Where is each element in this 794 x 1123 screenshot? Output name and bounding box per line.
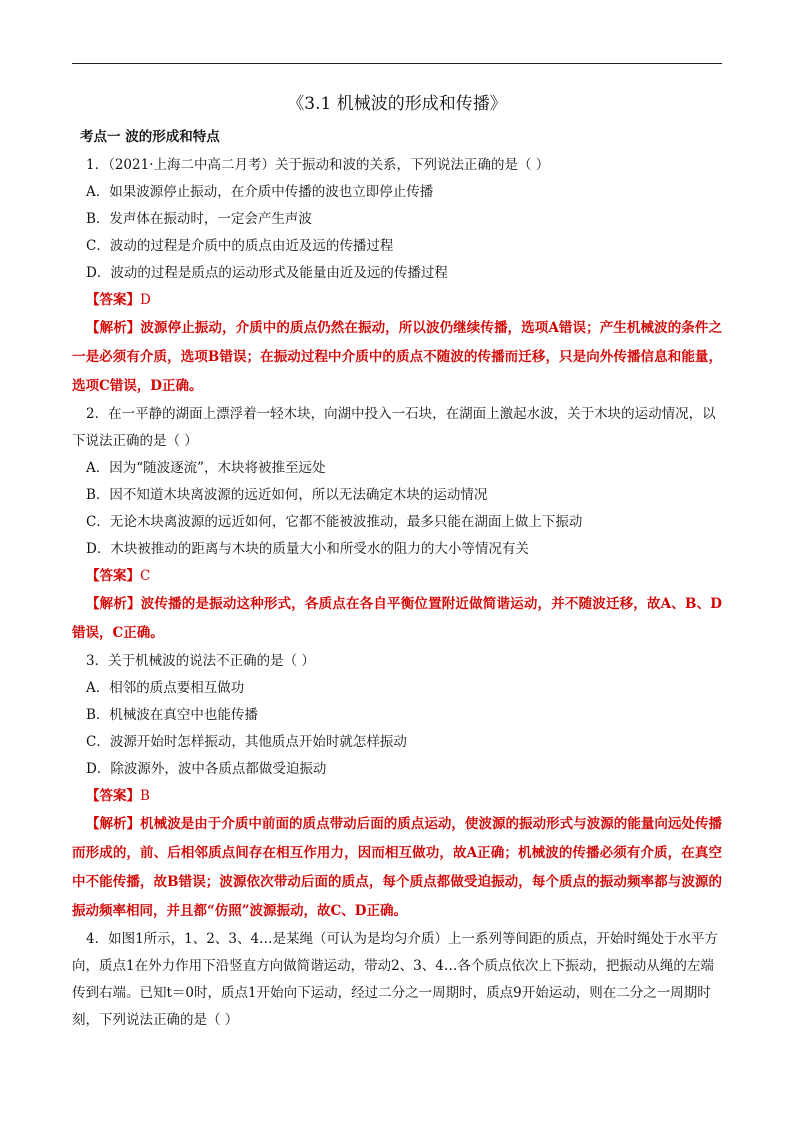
option-b: B．因不知道木块离波源的远近如何，所以无法确定木块的运动情况: [86, 487, 488, 503]
explanation-text: 波源停止振动，介质中的质点仍然在振动，所以波仍继续传播，选项A错误；产生机械波的条件之一是必须有介质，选项B错误；在振动过程中介质中的质点不随波的传播而迁移，只是向外传播信息和能量，选项C错误，D正确。: [72, 320, 723, 394]
option-a: A．如果波源停止振动，在介质中传播的波也立即停止传播: [86, 184, 434, 200]
explanation-text: 机械波是由于介质中前面的质点带动后面的质点运动，使波源的振动形式与波源的能量向远处传播而形成的，前、后相邻质点间存在相互作用力，因而相互做功，故A正确；机械波的传播必须有介质，在真空中不能传播，故B错误；波源依次带动后面的质点，每个质点都做受迫振动，每个质点的振动频率都与波源的振动频率相同，并且都“仿照”波源振动，故C、D正确。: [72, 816, 723, 919]
question-stem: 1．（2021·上海二中高二月考）关于振动和波的关系，下列说法正确的是（ ）: [86, 157, 550, 173]
answer-tag: 【答案】: [86, 788, 140, 804]
option-b: B．机械波在真空中也能传播: [86, 707, 258, 723]
answer-line: [72, 287, 722, 314]
page-title: 《3.1 机械波的形成和传播》: [287, 94, 507, 114]
document-body: [72, 92, 722, 1034]
explanation: [72, 314, 722, 401]
explanation-tag: 【解析】: [86, 320, 141, 336]
option-c: C．波源开始时怎样振动，其他质点开始时就怎样振动: [86, 734, 407, 750]
question-1: [72, 152, 722, 401]
option-c: C．无论木块离波源的远近如何，它都不能被波推动，最多只能在湖面上做上下振动: [86, 514, 583, 530]
header-rule: [72, 63, 722, 64]
answer-value: C: [140, 568, 151, 584]
explanation-tag: 【解析】: [86, 596, 141, 612]
question-stem: 4．如图1所示，1、2、3、4…是某绳（可认为是均匀介质）上一系列等间距的质点，开始时绳处于水平方向，质点1在外力作用下沿竖直方向做简谐运动，带动2、3、4…各个质点依次上下振动，把振动从绳的左端传到右端。已知t＝0时，质点1开始向下运动，经过二分之一周期时，质点9开始运动，则在二分之一周期时刻，下列说法正确的是（ ）: [72, 931, 719, 1028]
answer-tag: 【答案】: [86, 568, 140, 584]
answer-value: B: [140, 788, 150, 804]
option-c: C．波动的过程是介质中的质点由近及远的传播过程: [86, 238, 394, 254]
option-d: D．波动的过程是质点的运动形式及能量由近及远的传播过程: [86, 265, 448, 281]
question-2: [72, 401, 722, 648]
option-a: A．相邻的质点要相互做功: [86, 680, 245, 696]
option-a: A．因为“随波逐流”，木块将被推至远处: [86, 460, 326, 476]
option-d: D．除波源外，波中各质点都做受迫振动: [86, 761, 327, 777]
answer-line: [72, 783, 722, 810]
answer-value: D: [140, 292, 151, 308]
question-3: [72, 648, 722, 926]
option-d: D．木块被推动的距离与木块的质量大小和所受水的阻力的大小等情况有关: [86, 541, 529, 557]
option-b: B．发声体在振动时，一定会产生声波: [86, 211, 312, 227]
question-stem: 2．在一平静的湖面上漂浮着一轻木块，向湖中投入一石块，在湖面上激起水波，关于木块的运动情况，以下说法正确的是（ ）: [72, 406, 716, 449]
answer-line: [72, 563, 722, 590]
explanation-tag: 【解析】: [86, 816, 141, 832]
explanation: [72, 590, 722, 648]
explanation: [72, 810, 722, 926]
answer-tag: 【答案】: [86, 292, 140, 308]
question-4: [72, 926, 722, 1034]
question-stem: 3．关于机械波的说法不正确的是（ ）: [86, 653, 315, 669]
section-heading: 考点一 波的形成和特点: [80, 129, 220, 145]
explanation-text: 波传播的是振动这种形式，各质点在各自平衡位置附近做简谐运动，并不随波迁移，故A、B、D错误，C正确。: [72, 596, 723, 641]
